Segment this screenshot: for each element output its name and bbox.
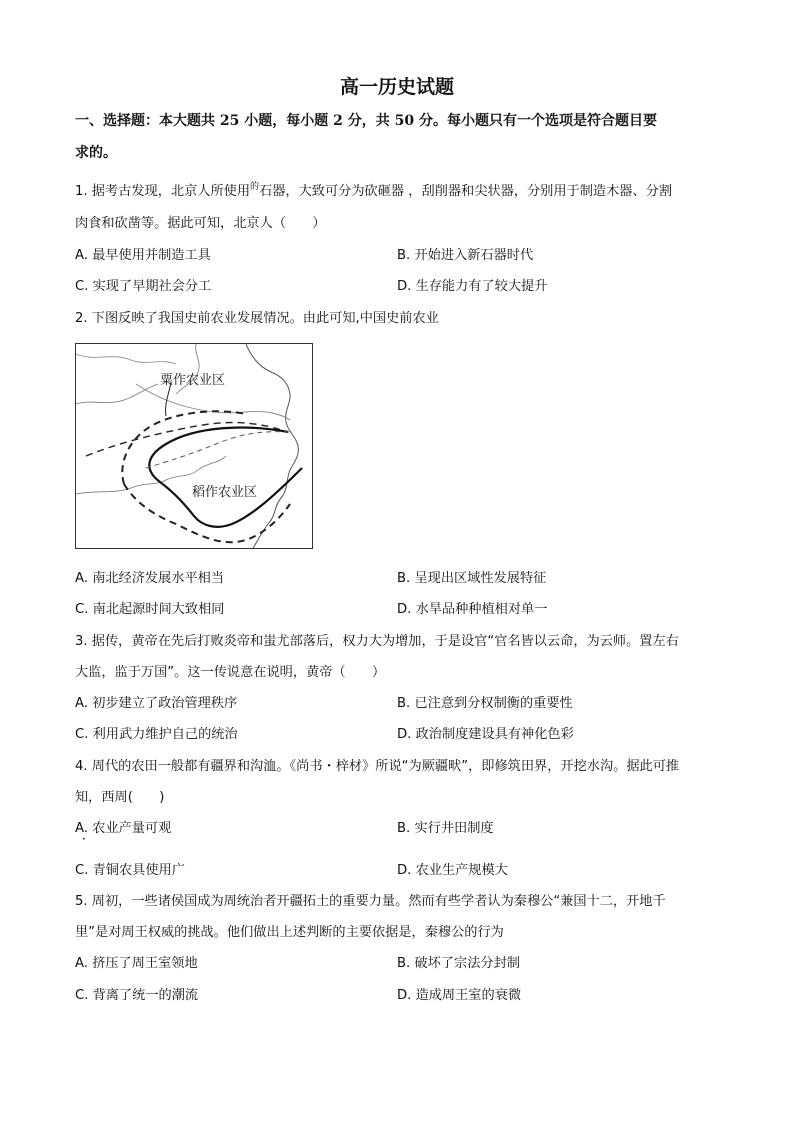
question-2-option-b: B. 呈现出区域性发展特征 [397,571,547,586]
page-title: 高一历史试题 [339,76,454,98]
question-4-option-d: D. 农业生产规模大 [397,863,508,878]
question-1-option-d: D. 生存能力有了较大提升 [397,279,548,294]
question-4-option-a: A. 农业产量可观 [75,821,172,836]
coastline [246,344,298,549]
question-5-option-a: A. 挤压了周王室领地 [75,956,198,971]
question-1-option-a: A. 最早使用并制造工具 [75,248,211,263]
question-5-stem-line1: 5. 周初，一些诸侯国成为周统治者开疆拓土的重要力量。然而有些学者认为秦穆公“兼国十二，开地千 [75,894,666,909]
agriculture-map-svg [76,344,313,549]
question-1-stem-line1: 1. 据考古发现，北京人所使用$^的$石器，大致可分为砍砸器 ，刮削器和尖状器，分别用于制造木器、分割 [75,182,673,199]
question-3-option-a: A. 初步建立了政治管理秩序 [75,696,238,711]
question-4-stem-line1: 4. 周代的农田一般都有疆界和沟洫。《尚书・梓材》所说“为厥疆畎”，即修筑田界，开挖水沟。据此可推 [75,759,680,774]
question-1-stem-line2: 肉食和砍凿等。据此可知，北京人（ ） [75,216,326,231]
border-line-north [76,354,176,364]
transition-line [146,432,290,468]
question-1-superscript: 的 [250,182,260,192]
rice-zone-outline [149,428,302,527]
section-heading-line2: 求的。 [75,145,117,161]
grain-boundary-thin [136,384,290,420]
question-5-option-b: B. 破坏了宗法分封制 [397,956,520,971]
question-3-option-c: C. 利用武力维护自己的统治 [75,727,238,742]
section-heading-line1: 一、选择题：本大题共 25 小题，每小题 2 分，共 50 分。每小题只有一个选项是符合题目要 [75,113,657,129]
question-1-option-b: B. 开始进入新石器时代 [397,248,534,263]
question-2-stem-line1: 2. 下图反映了我国史前农业发展情况。由此可知,中国史前农业 [75,311,439,326]
question-4-option-b: B. 实行井田制度 [397,821,494,836]
map-label-millet: 粟作农业区 [160,373,226,388]
question-5-stem-line2: 里”是对周王权威的挑战。他们做出上述判断的主要依据是，秦穆公的行为 [75,925,504,940]
question-3-stem-line2: 大监，监于万国”。这一传说意在说明，黄帝（ ） [75,665,386,680]
question-3-stem-line1: 3. 据传，黄帝在先后打败炎帝和蚩尤部落后，权力大为增加，于是设官“官名皆以云命，为云师。置左右 [75,634,679,649]
question-4-stem-line2: 知，西周( ) [75,790,165,805]
question-5-option-c: C. 背离了统一的潮流 [75,988,199,1003]
agriculture-map [75,343,313,549]
question-2-option-d: D. 水旱品种种植相对单一 [397,602,548,617]
question-2-option-a: A. 南北经济发展水平相当 [75,571,225,586]
question-3-option-b: B. 已注意到分权制衡的重要性 [397,696,573,711]
question-4-option-c: C. 青铜农具使用广 [75,863,185,878]
stray-mark: • [82,836,86,843]
map-label-rice: 稻作农业区 [192,485,258,500]
question-5-option-d: D. 造成周王室的衰微 [397,988,522,1003]
question-3-option-d: D. 政治制度建设具有神化色彩 [397,727,574,742]
question-1-option-c: C. 实现了早期社会分工 [75,279,212,294]
question-2-option-c: C. 南北起源时间大致相同 [75,602,225,617]
